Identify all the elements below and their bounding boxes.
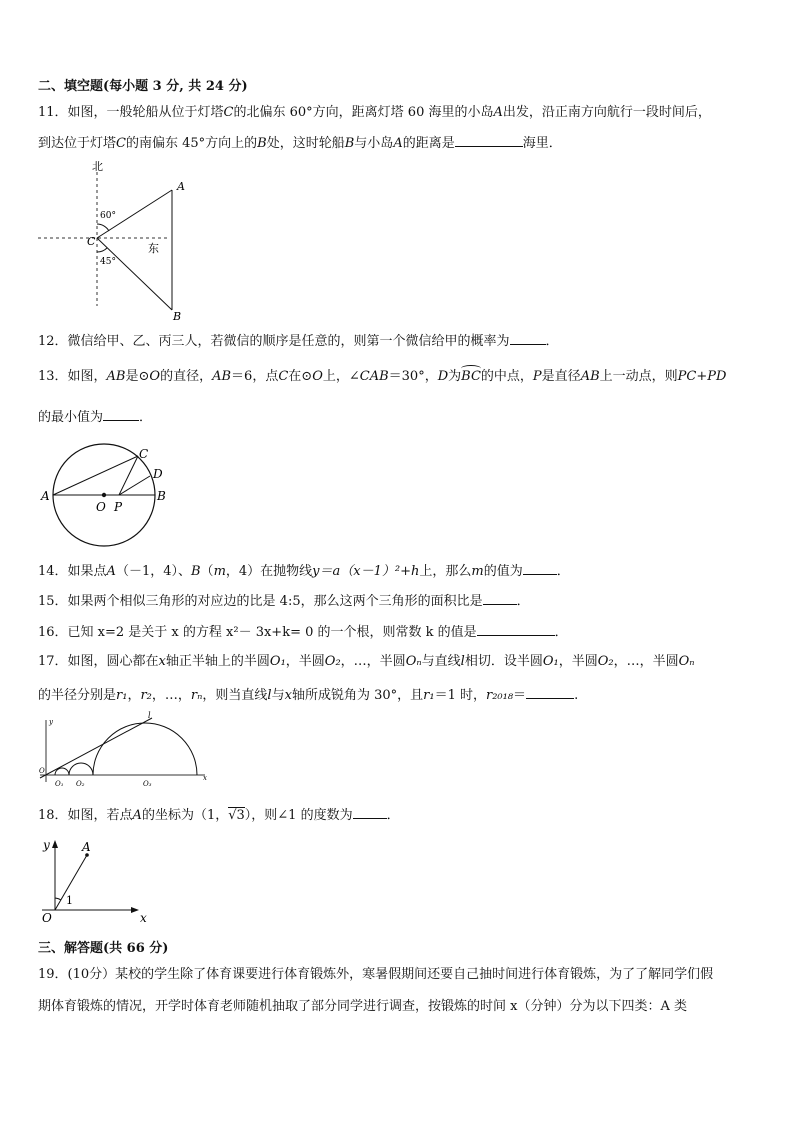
q11-point-B-label: B (173, 310, 182, 323)
q16-line: 16．已知 x=2 是关于 x 的方程 x²－ 3x+k= 0 的一个根，则常数 k 的值是 ． (38, 625, 568, 640)
q11-line-1: 11．如图，一般轮船从位于灯塔C的北偏东 60°方向，距离灯塔 60 海里的小岛A出发，沿正南方向航行一段时间后， (38, 105, 711, 120)
section-3-title: 三、解答题(共 66 分) (38, 941, 169, 956)
q13-point-D-label: D (153, 467, 163, 481)
q19-line-1: 19．(10分）某校的学生除了体育课要进行体育锻炼外，寒暑假期间还要自己抽时间进行体育锻炼，为了了解同学们假 (38, 967, 714, 982)
q11-angle-60-label: 60° (100, 211, 116, 221)
q13-point-P-label: P (114, 500, 123, 514)
q12-line: 12．微信给甲、乙、丙三人，若微信的顺序是任意的，则第一个微信给甲的概率为 ． (38, 334, 559, 349)
q18-x-label: x (140, 911, 147, 925)
q17-line-1: 17．如图，圆心都在x轴正半轴上的半圆O₁，半圆O₂，…，半圆Oₙ与直线l相切．设半圆O₁，半圆O₂，…，半圆Oₙ (38, 654, 695, 669)
q18-origin-label: O (42, 911, 52, 925)
q13-arc-BC: BC (461, 369, 481, 384)
q11-line-2: 到达位于灯塔C的南偏东 45°方向上的B处，这时轮船B与小岛A的距离是 海里． (38, 136, 562, 151)
q18-y-arrow (52, 840, 58, 848)
q13-point-A-label: A (41, 489, 50, 503)
q17-O3-label: O₃ (143, 780, 152, 788)
q19-line-2: 期体育锻炼的情况，开学时体育老师随机抽取了部分同学进行调查，按锻炼的时间 x（分钟）分为以下四类：A 类 (38, 999, 687, 1014)
q17-y-label: y (49, 718, 53, 726)
q17-origin-label: O (39, 767, 45, 775)
q11-point-C-label: C (87, 235, 96, 248)
q15-line: 15．如果两个相似三角形的对应边的比是 4:5，那么这两个三角形的面积比是 ． (38, 594, 530, 609)
q18-sqrt3: √3 (228, 808, 245, 823)
q18-point-A-label: A (82, 840, 91, 854)
q17-line-2: 的半径分别是r₁，r₂，…，rₙ，则当直线l与x轴所成锐角为 30°，且r₁＝1 时，r₂₀₁₈＝ . (38, 688, 579, 703)
q18-angle-1-label: 1 (66, 894, 73, 907)
q13-line-2: 的最小值为 ． (38, 410, 153, 425)
q11-north-label: 北 (92, 160, 103, 173)
q13-point-B-label: B (157, 489, 166, 503)
q13-point-C-label: C (139, 447, 149, 461)
q18-y-label: y (43, 838, 50, 852)
q11-angle-45-label: 45° (100, 257, 116, 267)
q17-x-label: x (203, 774, 207, 782)
q14-line: 14．如果点A（－1，4）、B（m，4）在抛物线y＝a（x－1）²+h上，那么m的值为 ． (38, 564, 570, 579)
q13-line-1: 13．如图，AB是⊙O的直径，AB＝6，点C在⊙O上，∠CAB＝30°，D为BC的中点，P是直径AB上一动点，则PC+PD (38, 369, 727, 384)
section-2-title: 二、填空题(每小题 3 分, 共 24 分) (38, 79, 248, 94)
q11-east-label: 东 (148, 242, 159, 255)
q13-point-O-label: O (96, 500, 106, 514)
q17-O1-label: O₁ (55, 780, 64, 788)
q11-point-A-label: A (177, 180, 185, 193)
q18-x-arrow (131, 907, 139, 913)
q17-O2-label: O₂ (76, 780, 85, 788)
q18-line: 18．如图，若点A的坐标为（1，√3），则∠1 的度数为 ． (38, 808, 400, 823)
q18-angle-arc (55, 898, 61, 900)
q17-line-l-label: l (148, 711, 151, 720)
